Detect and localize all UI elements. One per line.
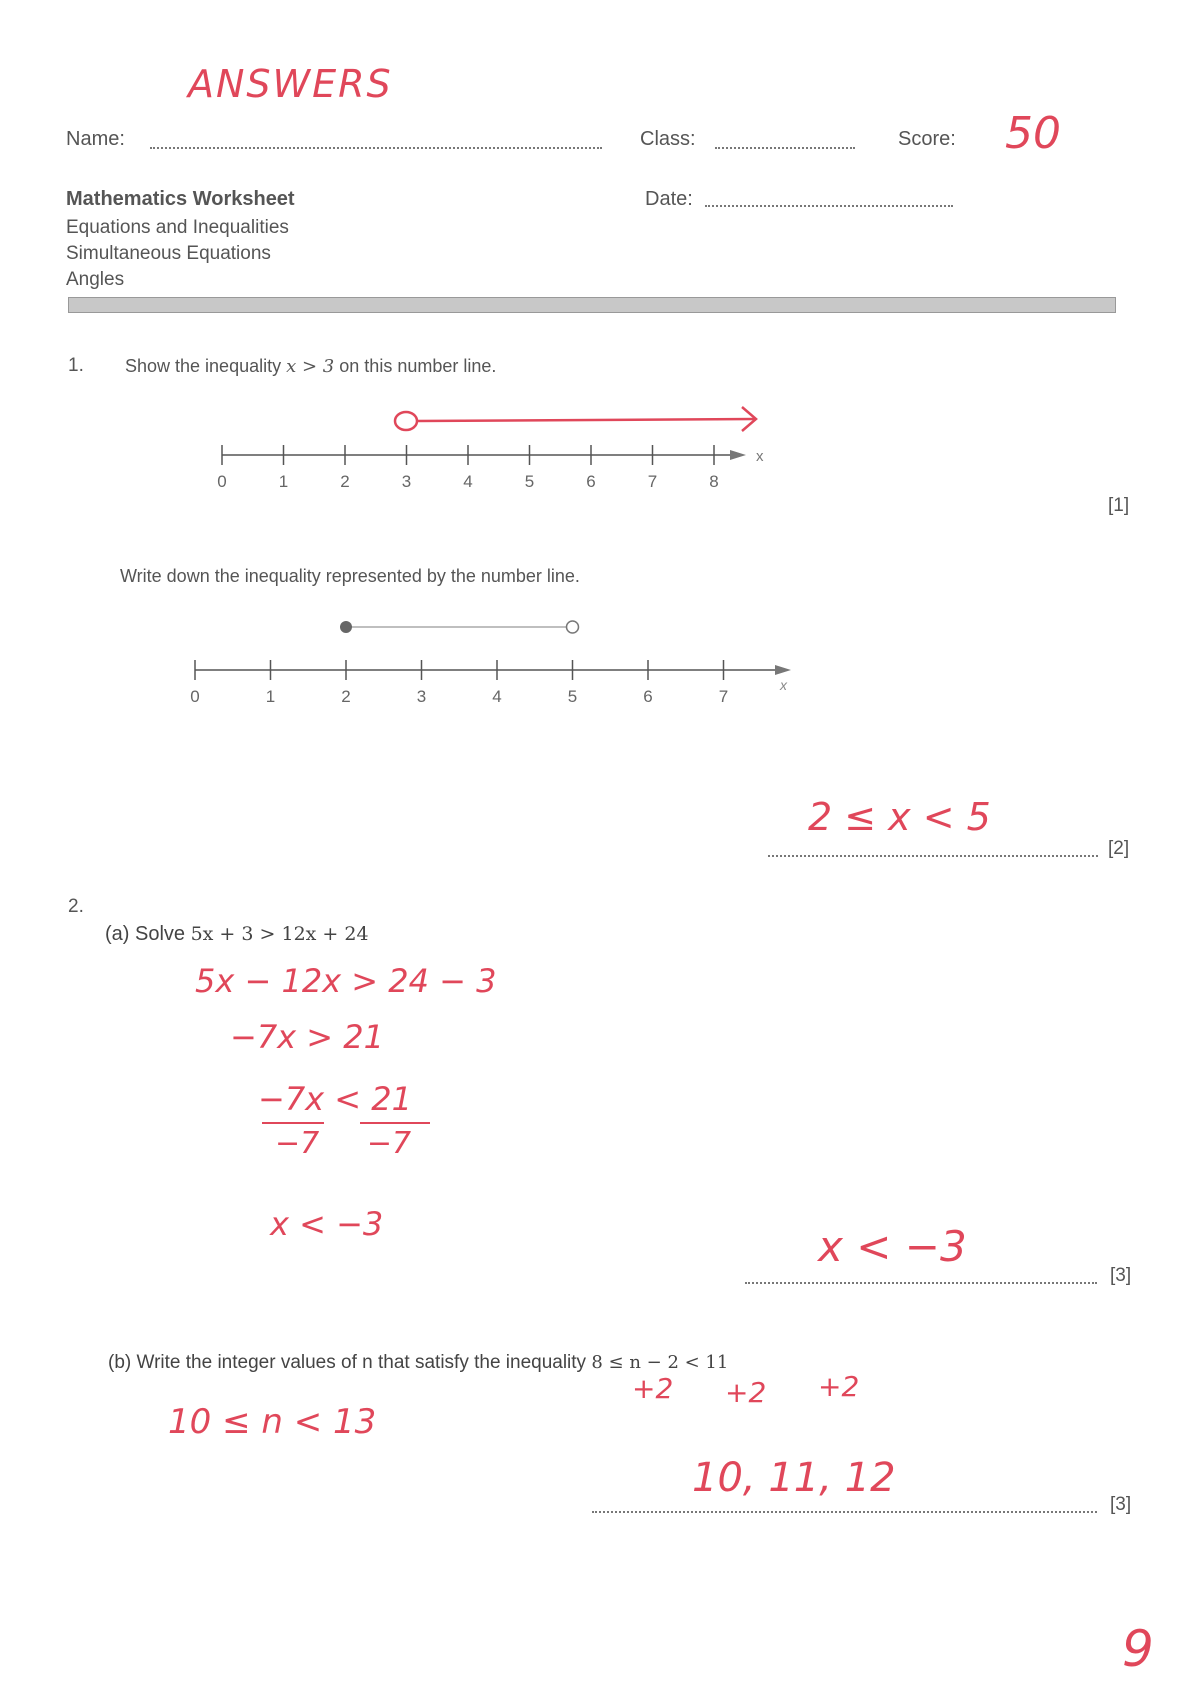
number-line-1-tick-label-1: 1 [278, 472, 289, 491]
number-line-2-tick-label-4: 4 [492, 687, 502, 706]
question-2a-working-line-1: 5x − 12x > 24 − 3 [195, 962, 497, 1000]
question-1b-answer-line [768, 855, 1098, 857]
number-line-1-axis-label: x [756, 448, 764, 465]
worksheet-title: Mathematics Worksheet [66, 188, 295, 210]
score-label: Score: [898, 128, 956, 150]
number-line-2-tick-label-6: 6 [643, 687, 653, 706]
number-line-1-tick-label-6: 6 [586, 472, 596, 491]
number-line-2-tick-label-0: 0 [190, 687, 200, 706]
number-line-1-tick-label-7: 7 [647, 472, 658, 491]
question-2b-add-1: +2 [632, 1372, 674, 1405]
question-1b-marks: [2] [1108, 838, 1130, 859]
number-line-2-arrow [775, 665, 791, 675]
number-line-2-tick-label-1: 1 [265, 687, 276, 706]
number-line-2-tick-label-3: 3 [416, 687, 427, 706]
name-label: Name: [66, 128, 125, 150]
fraction-bar-left [262, 1122, 324, 1124]
class-field[interactable] [715, 147, 855, 149]
number-line-2 [180, 615, 800, 715]
number-line-1-answer [395, 407, 756, 431]
question-2a-working-line-5: x < −3 [270, 1205, 384, 1243]
question-2a-answer: x < −3 [818, 1222, 967, 1271]
question-1b-answer: 2 ≤ x < 5 [808, 795, 991, 839]
question-2a-working-line-4: −7 −7 [275, 1126, 412, 1161]
number-line-1-arrow [730, 450, 746, 460]
question-2b-math: 8 ≤ n − 2 < 11 [591, 1352, 729, 1373]
topic-equations-inequalities: Equations and Inequalities [66, 217, 289, 238]
question-2a-working-line-3: −7x < 21 [258, 1080, 412, 1118]
question-1-number: 1. [68, 355, 84, 376]
question-2a-prompt: (a) Solve 5x + 3 > 12x + 24 [105, 923, 369, 945]
number-line-1-tick-label-0: 0 [217, 472, 227, 491]
number-line-2-ticks [190, 660, 728, 706]
number-line-1-tick-label-8: 8 [709, 472, 719, 491]
class-label: Class: [640, 128, 696, 150]
question-2b-answer: 10, 11, 12 [692, 1455, 896, 1501]
question-2b-add-2: +2 [725, 1376, 767, 1409]
number-line-1-tick-label-4: 4 [463, 472, 473, 491]
open-circle-at-5 [567, 621, 579, 633]
name-field[interactable] [150, 147, 602, 149]
question-2b-marks: [3] [1110, 1494, 1132, 1515]
question-1b-prompt: Write down the inequality represented by the number line. [120, 566, 580, 586]
number-line-2-axis-label: x [780, 677, 787, 693]
question-2a-answer-line [745, 1282, 1097, 1284]
number-line-1 [200, 395, 780, 505]
question-2a-working-line-2: −7x > 21 [230, 1018, 384, 1056]
answer-ray [417, 419, 755, 421]
question-1a-prompt: Show the inequality x > 3 on this number line. [125, 356, 497, 377]
topic-angles: Angles [66, 269, 125, 290]
closed-circle-at-2 [340, 621, 352, 633]
date-label: Date: [645, 188, 693, 210]
question-2b-answer-line [592, 1511, 1097, 1513]
number-line-1-ticks [217, 445, 718, 491]
question-2a-marks: [3] [1110, 1265, 1132, 1286]
date-field[interactable] [705, 205, 953, 207]
question-1a-marks: [1] [1108, 495, 1130, 516]
fraction-bar-right [360, 1122, 430, 1124]
number-line-1-tick-label-3: 3 [401, 472, 412, 491]
number-line-2-tick-label-5: 5 [567, 687, 578, 706]
question-2b-working: 10 ≤ n < 13 [168, 1402, 377, 1442]
page-total-handwritten: 9 [1122, 1620, 1154, 1678]
number-line-2-tick-label-7: 7 [718, 687, 729, 706]
question-1a-math: x > 3 [286, 356, 335, 377]
number-line-1-tick-label-5: 5 [524, 472, 535, 491]
question-2a-math: 5x + 3 > 12x + 24 [190, 923, 369, 945]
question-2b-add-3: +2 [818, 1370, 860, 1403]
answers-handwritten-note: ANSWERS [188, 62, 393, 106]
header-divider-bar [68, 297, 1116, 313]
question-2-number: 2. [68, 896, 84, 917]
score-value: 50 [1005, 108, 1061, 159]
open-circle-at-3 [395, 412, 417, 430]
number-line-1-tick-label-2: 2 [340, 472, 350, 491]
question-2b-prompt: (b) Write the integer values of n that satisfy the inequality 8 ≤ n − 2 < 11 [108, 1352, 729, 1373]
number-line-2-tick-label-2: 2 [341, 687, 351, 706]
topic-simultaneous-equations: Simultaneous Equations [66, 243, 271, 264]
